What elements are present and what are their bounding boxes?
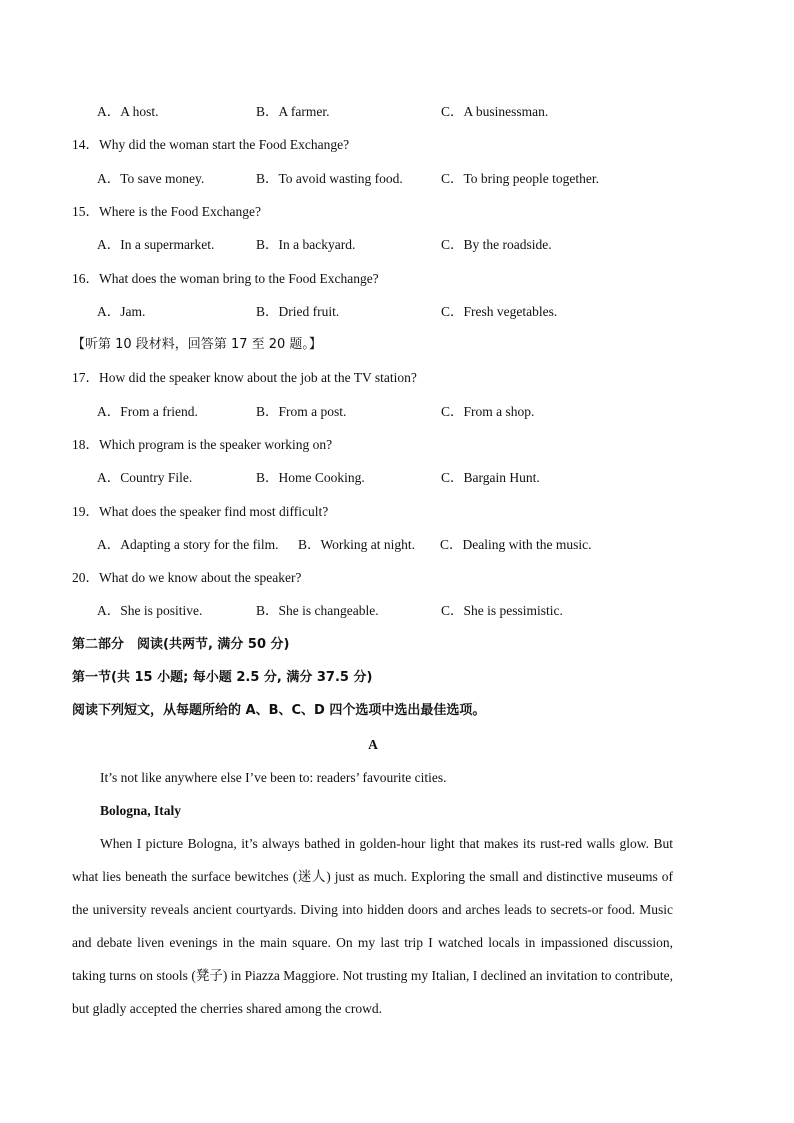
q13-option-c: C．A businessman.	[441, 104, 549, 119]
q14-option-b: B．To avoid wasting food.	[256, 171, 403, 186]
q20-option-a: A．She is positive.	[97, 603, 203, 618]
q15-option-b: B．In a backyard.	[256, 237, 356, 252]
q16-option-c: C．Fresh vegetables.	[441, 304, 558, 319]
q16-option-a: A．Jam.	[97, 304, 146, 319]
q19-stem: 19．What does the speaker find most difficult?	[72, 504, 329, 519]
city-heading: Bologna, Italy	[100, 803, 182, 818]
q17-option-b: B．From a post.	[256, 404, 347, 419]
q17-stem: 17．How did the speaker know about the job at the TV station?	[72, 370, 417, 385]
q14-option-a: A．To save money.	[97, 171, 205, 186]
q18-option-a: A．Country File.	[97, 470, 193, 485]
q18-option-b: B．Home Cooking.	[256, 470, 365, 485]
q17-option-c: C．From a shop.	[441, 404, 535, 419]
q15-option-c: C．By the roadside.	[441, 237, 552, 252]
q16-option-b: B．Dried fruit.	[256, 304, 340, 319]
q15-option-a: A．In a supermarket.	[97, 237, 215, 252]
q18-stem: 18．Which program is the speaker working on?	[72, 437, 333, 452]
q18-option-c: C．Bargain Hunt.	[441, 470, 540, 485]
q20-stem: 20．What do we know about the speaker?	[72, 570, 302, 585]
q13-option-a: A．A host.	[97, 104, 159, 119]
q19-option-b: B．Working at night.	[298, 537, 416, 552]
reading-instruction: 阅读下列短文，从每题所给的 A、B、C、D 四个选项中选出最佳选项。	[72, 703, 486, 718]
q13-option-b: B．A farmer.	[256, 104, 330, 119]
part-two-title: 第二部分 阅读(共两节, 满分 50 分)	[72, 637, 290, 652]
q14-option-c: C．To bring people together.	[441, 171, 600, 186]
q15-stem: 15．Where is the Food Exchange?	[72, 204, 261, 219]
q14-stem: 14．Why did the woman start the Food Exchange?	[72, 137, 350, 152]
passage-paragraph: When I picture Bologna, it’s always bathed in golden-hour light that makes its rust-red walls glow. But what lies beneath the surface bewitches (迷人) just as much. Exploring the small and distinctive museums of the university reveals ancient courtyards. Diving into hidden doors and arches leads to secrets-or food. Music and debate liven evenings in the main square. On my last trip I watched locals in impassioned discussion, taking turns on stools (凳子) in Piazza Maggiore. Not trusting my Italian, I declined an invitation to contribute, but gladly accepted the cherries shared among the crowd.	[72, 836, 673, 1016]
q20-option-b: B．She is changeable.	[256, 603, 379, 618]
passage-label: A	[368, 737, 378, 752]
q19-option-a: A．Adapting a story for the film.	[97, 537, 279, 552]
listening-instruction: 【听第 10 段材料，回答第 17 至 20 题。】	[72, 337, 322, 352]
section-one-title: 第一节(共 15 小题; 每小题 2.5 分, 满分 37.5 分)	[72, 670, 373, 685]
passage-intro: It’s not like anywhere else I’ve been to: readers’ favourite cities.	[100, 770, 447, 785]
q17-option-a: A．From a friend.	[97, 404, 198, 419]
q20-option-c: C．She is pessimistic.	[441, 603, 563, 618]
q16-stem: 16．What does the woman bring to the Food Exchange?	[72, 271, 379, 286]
q19-option-c: C．Dealing with the music.	[440, 537, 592, 552]
